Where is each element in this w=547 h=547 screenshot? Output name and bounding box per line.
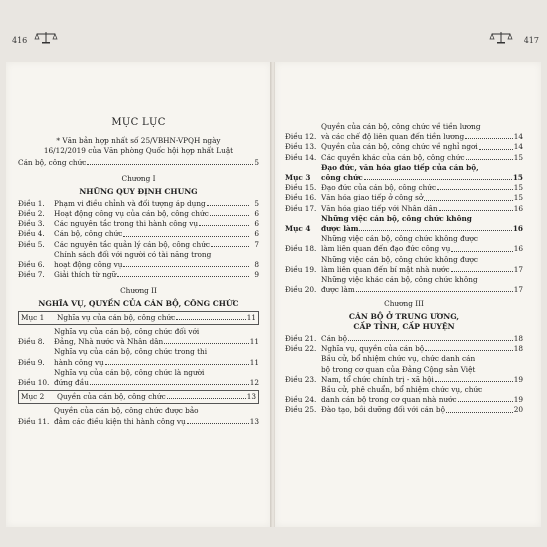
entry-text: danh cán bộ trong cơ quan nhà nước — [321, 395, 457, 405]
entry-line — [54, 358, 259, 368]
entry-label: Điều 4. — [18, 229, 45, 239]
scales-logo-icon — [489, 30, 513, 44]
entry-body — [54, 406, 259, 426]
leader-dots — [123, 266, 249, 267]
entry-label: Điều 11. — [18, 416, 50, 426]
entry-label: Điều 20. — [285, 285, 317, 295]
entry-line — [54, 209, 259, 219]
entry-line — [321, 163, 523, 173]
leader-dots — [90, 384, 249, 385]
entry-body — [57, 313, 256, 323]
leader-dots — [424, 200, 512, 201]
toc-entry — [285, 153, 523, 163]
entry-text: Giải thích từ ngữ — [54, 270, 117, 280]
entry-label: Điều 17. — [285, 203, 317, 213]
toc-entry — [285, 204, 523, 214]
entry-page: 14 — [513, 132, 523, 142]
entry-body — [54, 240, 259, 250]
entry-page: 19 — [513, 374, 523, 384]
entry-text: Nam, tổ chức chính trị - xã hội — [321, 374, 434, 384]
left-page-number: 416 — [12, 36, 28, 45]
entry-body — [321, 214, 523, 234]
intro-line-1: * Văn bản hợp nhất số 25/VBHN-VPQH ngày — [56, 136, 221, 146]
toc-entry — [18, 368, 259, 388]
chapter-3-title-2: CẤP TỈNH, CẤP HUYỆN — [353, 321, 455, 331]
entry-label: Điều 8. — [18, 337, 45, 347]
entry-body — [321, 405, 523, 415]
entry-label: Điều 25. — [285, 405, 317, 415]
leader-dots — [451, 271, 513, 272]
entry-body — [54, 229, 259, 239]
entry-text: Cán bộ, công chức — [54, 229, 123, 239]
toc-entry — [18, 311, 259, 325]
entry-page: 6 — [254, 229, 259, 239]
entry-text: Nghĩa vụ của cán bộ, công chức trong thi — [54, 347, 208, 357]
entry-text: Chính sách đối với người có tài năng trong — [54, 249, 212, 259]
entry-text: Những việc cán bộ, công chức không được — [321, 234, 478, 244]
entry-body — [321, 163, 523, 183]
leader-dots — [117, 276, 249, 277]
toc-entry — [18, 406, 259, 426]
leader-dots — [210, 215, 249, 216]
entry-text: được làm — [321, 285, 355, 295]
entry-line — [321, 344, 523, 354]
entry-body — [321, 204, 523, 214]
entry-page: 6 — [254, 209, 259, 219]
entry-body — [321, 275, 523, 295]
entry-text: Các quyền khác của cán bộ, công chức — [321, 152, 465, 162]
leader-dots — [167, 398, 246, 399]
leader-dots — [451, 251, 512, 252]
entry-page: 15 — [513, 152, 523, 162]
intro-last-line — [18, 158, 259, 168]
entry-label: Điều 23. — [285, 374, 317, 384]
entry-label: Điều 3. — [18, 219, 45, 229]
entry-text: Đạo đức, văn hóa giao tiếp của cán bộ, — [321, 162, 479, 172]
entry-label: Điều 7. — [18, 270, 45, 280]
entry-body — [54, 327, 259, 347]
leader-dots — [437, 189, 513, 190]
entry-label: Mục 1 — [21, 312, 45, 322]
entry-text: Bầu cử, phê chuẩn, bổ nhiệm chức vụ, chức — [321, 385, 483, 395]
entry-text: làm liên quan đến đạo đức công vụ — [321, 244, 451, 254]
entry-label: Điều 5. — [18, 239, 45, 249]
toc-entry — [18, 240, 259, 250]
entry-page: 16 — [513, 244, 523, 254]
entry-line — [321, 354, 523, 364]
chapter-3-label: Chương III — [384, 299, 424, 309]
toc-entry — [18, 270, 259, 280]
entry-line — [54, 368, 259, 378]
toc-entry — [285, 334, 523, 344]
entry-text: Nghĩa vụ của cán bộ, công chức — [57, 312, 176, 322]
entry-page: 15 — [513, 193, 523, 203]
entry-text: Văn hóa giao tiếp với Nhân dân — [321, 203, 438, 213]
entry-line — [321, 285, 523, 295]
entry-text: Nghĩa vụ của cán bộ, công chức là người — [54, 367, 205, 377]
entry-line — [54, 417, 259, 427]
toc-entry — [18, 219, 259, 229]
entry-text: Quyền của cán bộ, công chức được bảo — [54, 406, 199, 416]
toc-entry — [285, 275, 523, 295]
entry-line — [321, 214, 523, 224]
toc-entry — [18, 327, 259, 347]
leader-dots — [176, 319, 245, 320]
entry-text: Nghĩa vụ, quyền của cán bộ — [321, 344, 425, 354]
leader-dots — [211, 246, 249, 247]
entry-text: Các nguyên tắc quản lý cán bộ, công chức — [54, 239, 210, 249]
entry-line — [321, 395, 523, 405]
entry-line — [54, 270, 259, 280]
entry-page: 18 — [513, 344, 523, 354]
intro-line-2: 16/12/2019 của Văn phòng Quốc hội hợp nhất Luật — [43, 146, 234, 156]
entry-text: Đạo đức của cán bộ, công chức — [321, 183, 437, 193]
entry-line — [54, 337, 259, 347]
entry-page: 14 — [513, 142, 523, 152]
entry-line — [321, 405, 523, 415]
entry-text: Những việc cán bộ, công chức không được — [321, 254, 478, 264]
entry-label: Điều 22. — [285, 344, 317, 354]
leader-dots — [187, 423, 249, 424]
leader-dots — [199, 225, 249, 226]
entry-body — [321, 122, 523, 142]
entry-line — [321, 275, 523, 285]
entry-body — [54, 347, 259, 367]
leader-dots — [439, 210, 513, 211]
entry-page: 16 — [512, 224, 523, 234]
leader-dots — [87, 158, 253, 165]
entry-line — [57, 313, 256, 323]
entry-page: 20 — [513, 405, 523, 415]
right-entries-bottom — [285, 334, 523, 416]
leader-dots — [348, 340, 513, 341]
leader-dots — [105, 364, 249, 365]
entry-line — [321, 255, 523, 265]
entry-line — [321, 244, 523, 254]
entry-text: Những việc khác cán bộ, công chức không — [321, 275, 478, 285]
entry-body — [321, 142, 523, 152]
entry-label: Điều 15. — [285, 183, 317, 193]
entry-text: Những việc cán bộ, công chức không — [321, 213, 472, 223]
entry-line — [321, 375, 523, 385]
entry-label: Điều 13. — [285, 142, 317, 152]
toc-title: MỤC LỤC — [111, 117, 166, 128]
entry-line — [321, 224, 523, 234]
entry-label: Điều 9. — [18, 357, 45, 367]
right-entries-top — [285, 122, 523, 295]
entry-label: Điều 24. — [285, 395, 317, 405]
left-toc — [18, 118, 259, 427]
entry-line — [321, 334, 523, 344]
entry-line — [321, 142, 523, 152]
entry-line — [321, 173, 523, 183]
right-page — [275, 62, 541, 527]
entry-line — [54, 378, 259, 388]
entry-text: đứng đầu — [54, 378, 89, 388]
entry-body — [321, 193, 523, 203]
entry-label: Điều 1. — [18, 198, 45, 208]
entry-text: Văn hóa giao tiếp ở công sở — [321, 193, 424, 203]
entry-text: đảm các điều kiện thi hành công vụ — [54, 416, 186, 426]
entry-body — [321, 183, 523, 193]
entry-line — [321, 265, 523, 275]
leader-dots — [446, 412, 513, 413]
entry-text: Đào tạo, bồi dưỡng đối với cán bộ — [321, 405, 445, 415]
entry-body — [321, 354, 523, 385]
toc-entry — [285, 255, 523, 275]
leader-dots — [435, 381, 513, 382]
right-toc — [285, 122, 523, 416]
entry-page: 19 — [513, 395, 523, 405]
chapter-1-entries — [18, 199, 259, 281]
entry-body — [54, 368, 259, 388]
entry-label: Điều 18. — [285, 244, 317, 254]
entry-line — [54, 347, 259, 357]
entry-label: Điều 2. — [18, 209, 45, 219]
left-page — [6, 62, 271, 527]
entry-body — [54, 250, 259, 270]
entry-text: làm liên quan đến bí mật nhà nước — [321, 264, 450, 274]
chapter-1-label: Chương I — [121, 174, 156, 184]
entry-line — [321, 122, 523, 132]
entry-body — [321, 234, 523, 254]
entry-label: Mục 2 — [21, 392, 45, 402]
entry-text: công chức — [321, 173, 363, 183]
entry-page: 16 — [513, 203, 523, 213]
entry-label: Điều 21. — [285, 334, 317, 344]
entry-body — [57, 392, 256, 402]
toc-entry — [285, 122, 523, 142]
entry-text: Bầu cử, bổ nhiệm chức vụ, chức danh cán — [321, 354, 476, 364]
chapter-3-title-1: CÁN BỘ Ở TRUNG ƯƠNG, — [348, 311, 460, 321]
toc-entry — [285, 193, 523, 203]
entry-text: Cán bộ — [321, 334, 348, 344]
entry-body — [321, 255, 523, 275]
toc-entry — [18, 250, 259, 270]
entry-line — [321, 234, 523, 244]
leader-dots — [466, 159, 513, 160]
entry-text: Quyền của cán bộ, công chức về tiền lương — [321, 122, 481, 131]
entry-page: 12 — [249, 378, 259, 388]
entry-line — [321, 204, 523, 214]
entry-line — [321, 153, 523, 163]
entry-line — [54, 327, 259, 337]
entry-body — [54, 199, 259, 209]
entry-page: 18 — [513, 334, 523, 344]
chapter-2-entries — [18, 311, 259, 427]
entry-line — [321, 183, 523, 193]
leader-dots — [465, 138, 513, 139]
toc-entry — [18, 209, 259, 219]
entry-line — [321, 385, 523, 395]
entry-text: Đảng, Nhà nước và Nhân dân — [54, 337, 164, 347]
entry-body — [54, 219, 259, 229]
toc-entry — [18, 199, 259, 209]
toc-entry — [285, 142, 523, 152]
entry-line — [321, 132, 523, 142]
entry-page: 17 — [513, 285, 523, 295]
toc-entry — [285, 385, 523, 405]
entry-line — [54, 229, 259, 239]
entry-text: hành công vụ — [54, 357, 104, 367]
entry-page: 17 — [513, 264, 523, 274]
entry-body — [54, 270, 259, 280]
entry-label: Mục 3 — [285, 173, 311, 183]
intro-last-text: Cán bộ, công chức — [18, 158, 87, 168]
scales-logo-icon — [34, 30, 58, 44]
leader-dots — [479, 149, 513, 150]
toc-entry — [285, 354, 523, 385]
entry-body — [321, 385, 523, 405]
entry-label: Điều 16. — [285, 193, 317, 203]
leader-dots — [359, 230, 511, 231]
entry-label: Điều 12. — [285, 132, 317, 142]
entry-line — [54, 250, 259, 260]
leader-dots — [364, 179, 512, 180]
entry-page: 15 — [513, 183, 523, 193]
toc-entry — [285, 344, 523, 354]
entry-line — [321, 365, 523, 375]
entry-page: 13 — [246, 392, 256, 402]
toc-entry — [285, 183, 523, 193]
entry-text: hoạt động công vụ — [54, 260, 123, 270]
toc-entry — [285, 234, 523, 254]
entry-line — [54, 260, 259, 270]
toc-entry — [285, 163, 523, 183]
entry-text: Phạm vi điều chỉnh và đối tượng áp dụng — [54, 198, 206, 208]
entry-page: 15 — [512, 173, 523, 183]
toc-entry — [18, 390, 259, 404]
entry-page: 11 — [246, 312, 256, 322]
toc-entry — [285, 405, 523, 415]
entry-label: Điều 14. — [285, 152, 317, 162]
toc-entry — [285, 214, 523, 234]
entry-label: Điều 6. — [18, 260, 45, 270]
entry-line — [54, 240, 259, 250]
entry-page: 13 — [249, 416, 259, 426]
entry-label: Điều 19. — [285, 264, 317, 274]
right-page-number: 417 — [523, 36, 539, 45]
entry-text: và các chế độ liên quan đến tiền lương — [321, 132, 465, 142]
entry-page: 8 — [254, 260, 259, 270]
entry-text: được làm — [321, 224, 359, 234]
leader-dots — [123, 236, 249, 237]
leader-dots — [356, 291, 513, 292]
leader-dots — [164, 343, 249, 344]
entry-page: 11 — [249, 357, 259, 367]
entry-page: 5 — [254, 198, 259, 208]
entry-line — [321, 193, 523, 203]
entry-body — [321, 334, 523, 344]
entry-body — [321, 344, 523, 354]
toc-entry — [18, 347, 259, 367]
entry-text: Quyền của cán bộ, công chức — [57, 392, 166, 402]
entry-page: 9 — [254, 270, 259, 280]
chapter-2-title: NGHĨA VỤ, QUYỀN CỦA CÁN BỘ, CÔNG CHỨC — [38, 298, 239, 308]
entry-body — [321, 153, 523, 163]
entry-page: 7 — [254, 239, 259, 249]
leader-dots — [207, 205, 249, 206]
toc-entry — [18, 229, 259, 239]
entry-text: Nghĩa vụ của cán bộ, công chức đối với — [54, 327, 200, 337]
entry-text: Quyền của cán bộ, công chức về nghỉ ngơi — [321, 142, 478, 152]
entry-text: Hoạt động công vụ của cán bộ, công chức — [54, 209, 209, 219]
entry-text: Các nguyên tắc trong thi hành công vụ — [54, 219, 199, 229]
entry-body — [54, 209, 259, 219]
entry-label: Điều 10. — [18, 378, 50, 388]
entry-page: 11 — [249, 337, 259, 347]
chapter-2-label: Chương II — [120, 286, 157, 296]
leader-dots — [458, 401, 513, 402]
intro-page: 5 — [254, 158, 259, 168]
entry-line — [54, 406, 259, 416]
entry-line — [54, 199, 259, 209]
entry-text: bộ trong cơ quan của Đảng Cộng sản Việt — [321, 364, 476, 374]
chapter-1-title: NHỮNG QUY ĐỊNH CHUNG — [79, 186, 198, 196]
entry-line — [54, 219, 259, 229]
leader-dots — [425, 350, 513, 351]
entry-label: Mục 4 — [285, 224, 311, 234]
entry-line — [57, 392, 256, 402]
entry-page: 6 — [254, 219, 259, 229]
